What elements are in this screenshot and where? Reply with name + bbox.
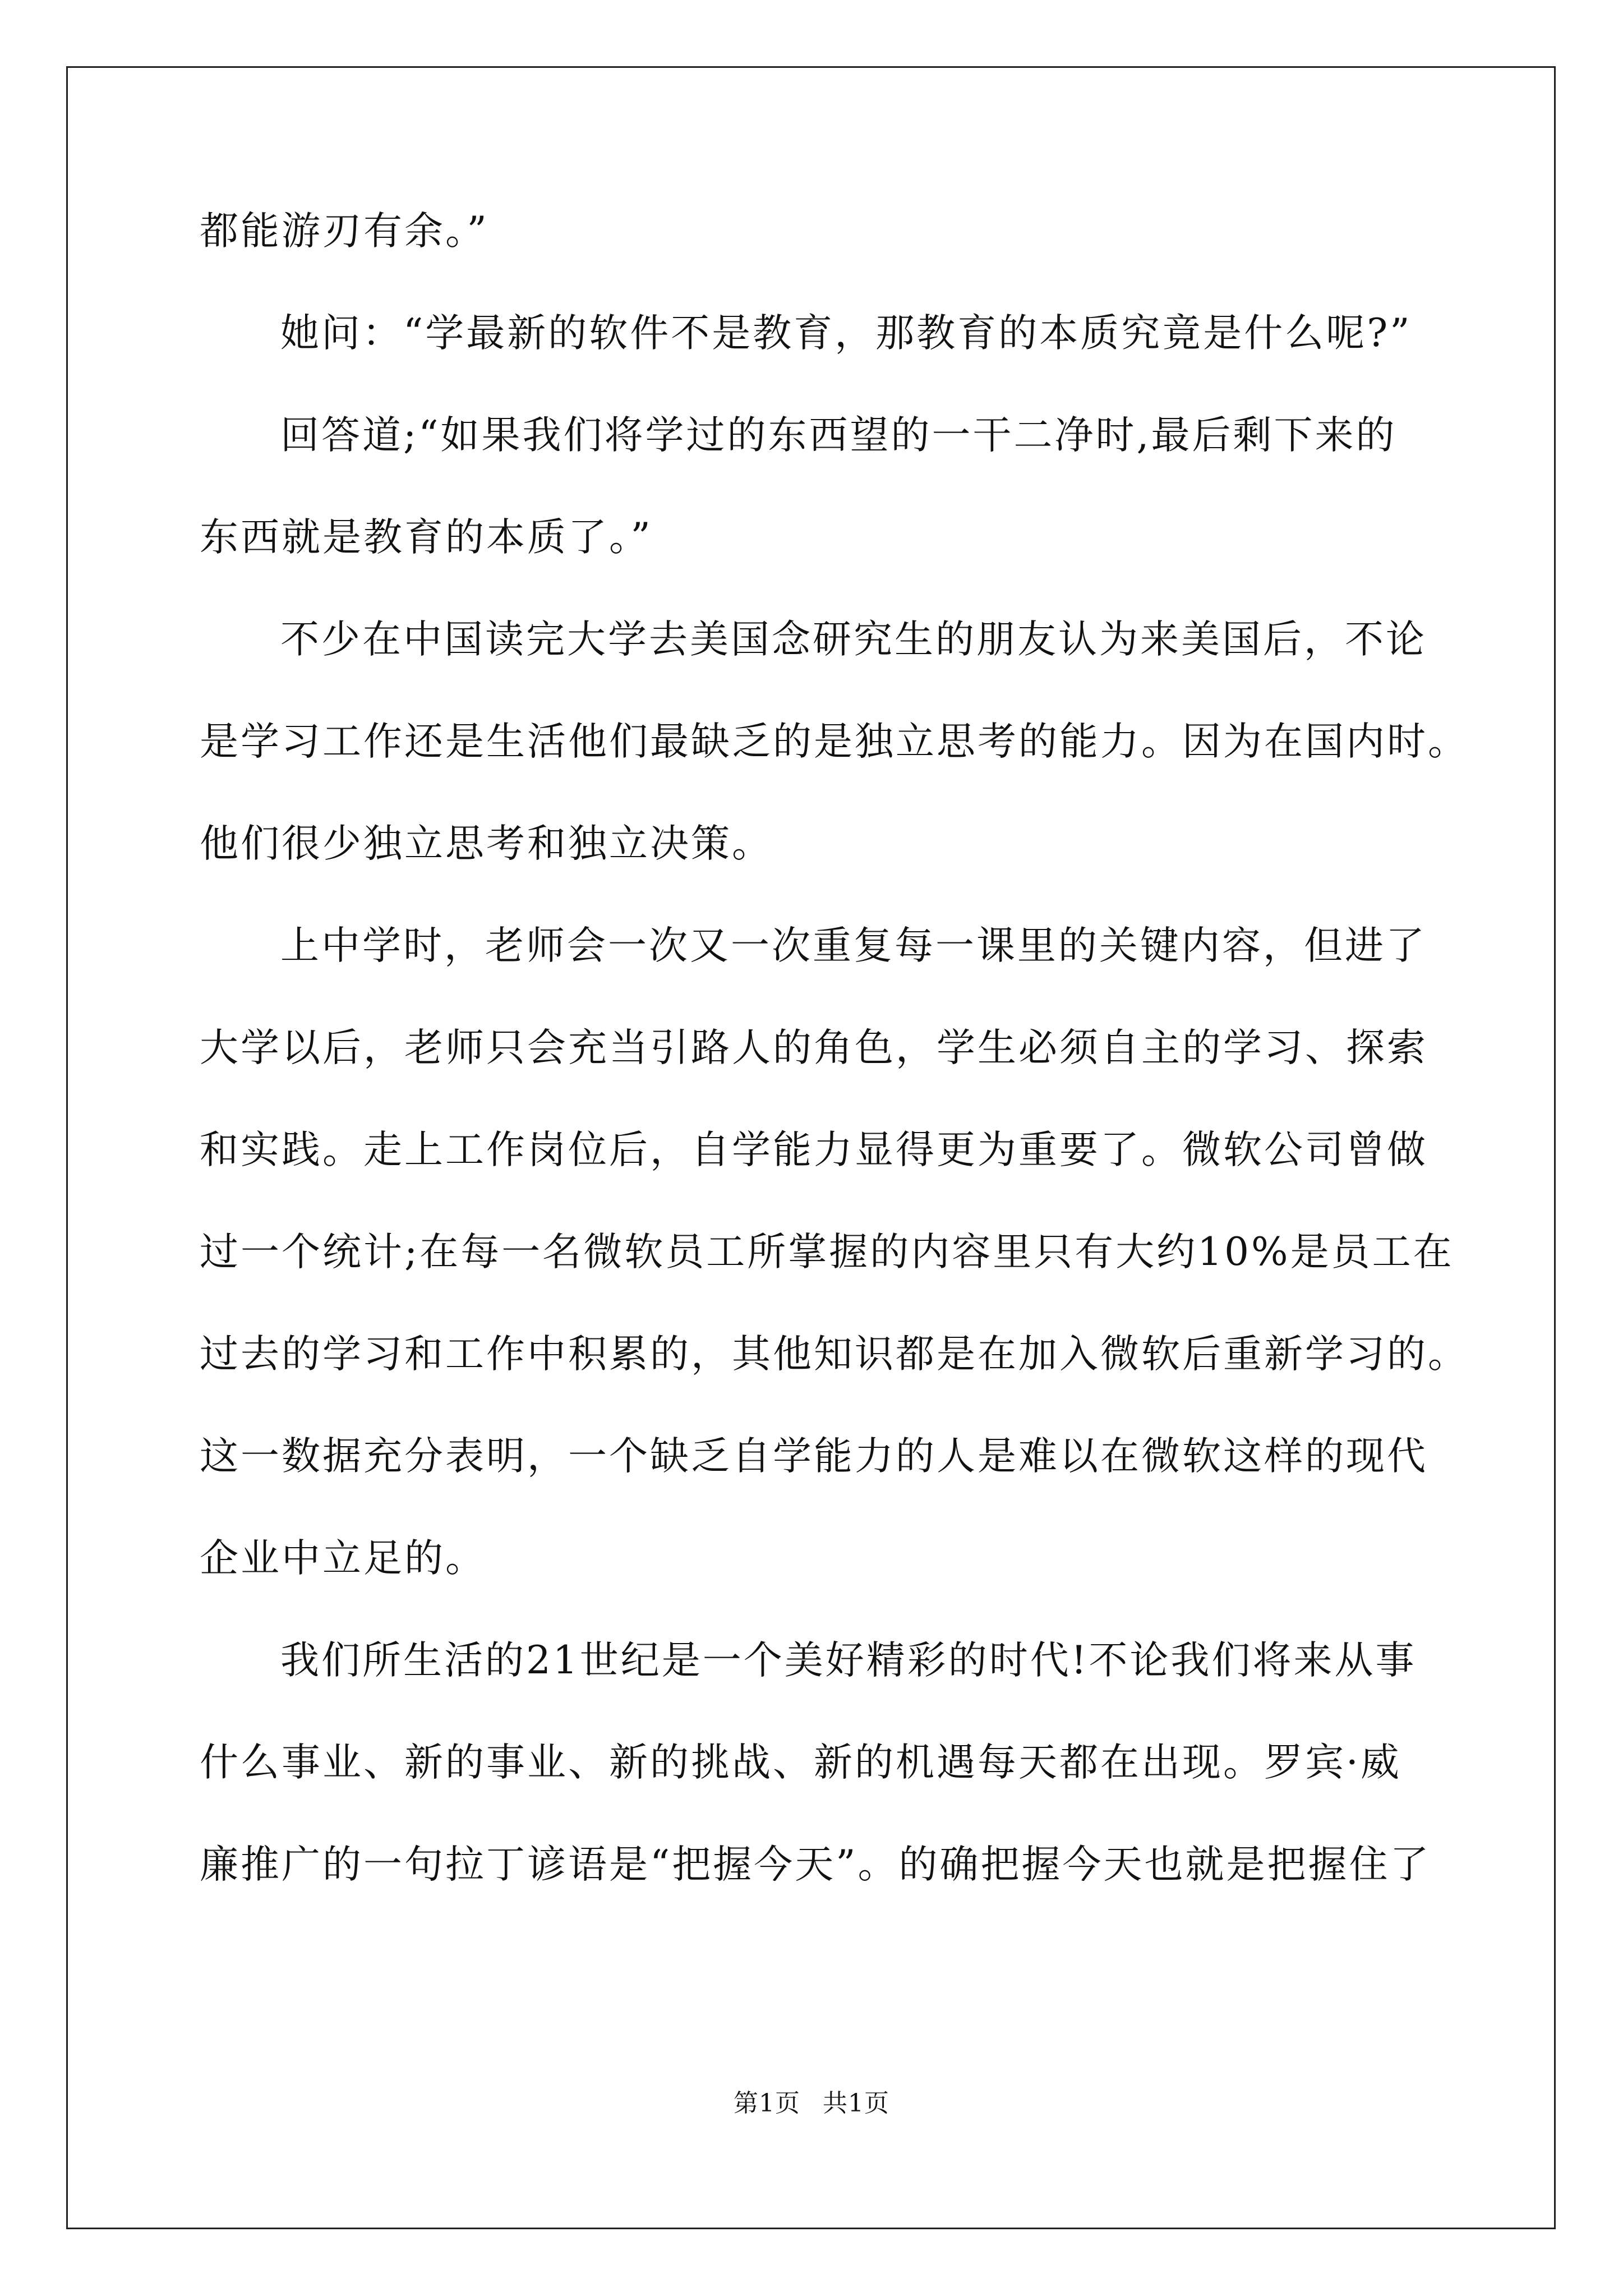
text-line: 企业中立足的。 — [200, 1536, 486, 1581]
text-line: 廉推广的一句拉丁谚语是“把握今天”。的确把握今天也就是把握住了 — [200, 1842, 1431, 1887]
text-line: 过一个统计;在每一名微软员工所掌握的内容里只有大约10%是员工在 — [200, 1230, 1454, 1274]
page-number: 第1页 — [734, 2089, 800, 2118]
text-line: 我们所生活的21世纪是一个美好精彩的时代!不论我们将来从事 — [280, 1638, 1417, 1683]
text-line: 他们很少独立思考和独立决策。 — [200, 821, 773, 866]
text-line: 东西就是教育的本质了。” — [200, 515, 653, 560]
text-line: 大学以后，老师只会充当引路人的角色，学生必须自主的学习、探索 — [200, 1025, 1428, 1070]
text-line: 和实践。走上工作岗位后，自学能力显得更为重要了。微软公司曾做 — [200, 1128, 1428, 1172]
text-line: 什么事业、新的事业、新的挑战、新的机遇每天都在出现。罗宾·威 — [200, 1740, 1401, 1785]
text-line: 不少在中国读完大学去美国念研究生的朋友认为来美国后，不论 — [280, 617, 1427, 662]
page-footer — [0, 2088, 1623, 2119]
text-line: 上中学时，老师会一次又一次重复每一课里的关键内容，但进了 — [280, 923, 1427, 968]
text-line: 是学习工作还是生活他们最缺乏的是独立思考的能力。因为在国内时。 — [200, 719, 1469, 764]
page-total: 共1页 — [823, 2089, 889, 2118]
text-line: 过去的学习和工作中积累的，其他知识都是在加入微软后重新学习的。 — [200, 1332, 1469, 1377]
text-line: 回答道;“如果我们将学过的东西望的一干二净时,最后剩下来的 — [280, 413, 1397, 458]
text-line: 她问：“学最新的软件不是教育，那教育的本质究竟是什么呢?” — [280, 311, 1412, 356]
text-line: 这一数据充分表明，一个缺乏自学能力的人是难以在微软这样的现代 — [200, 1434, 1428, 1479]
text-line: 都能游刃有余。” — [200, 209, 489, 254]
